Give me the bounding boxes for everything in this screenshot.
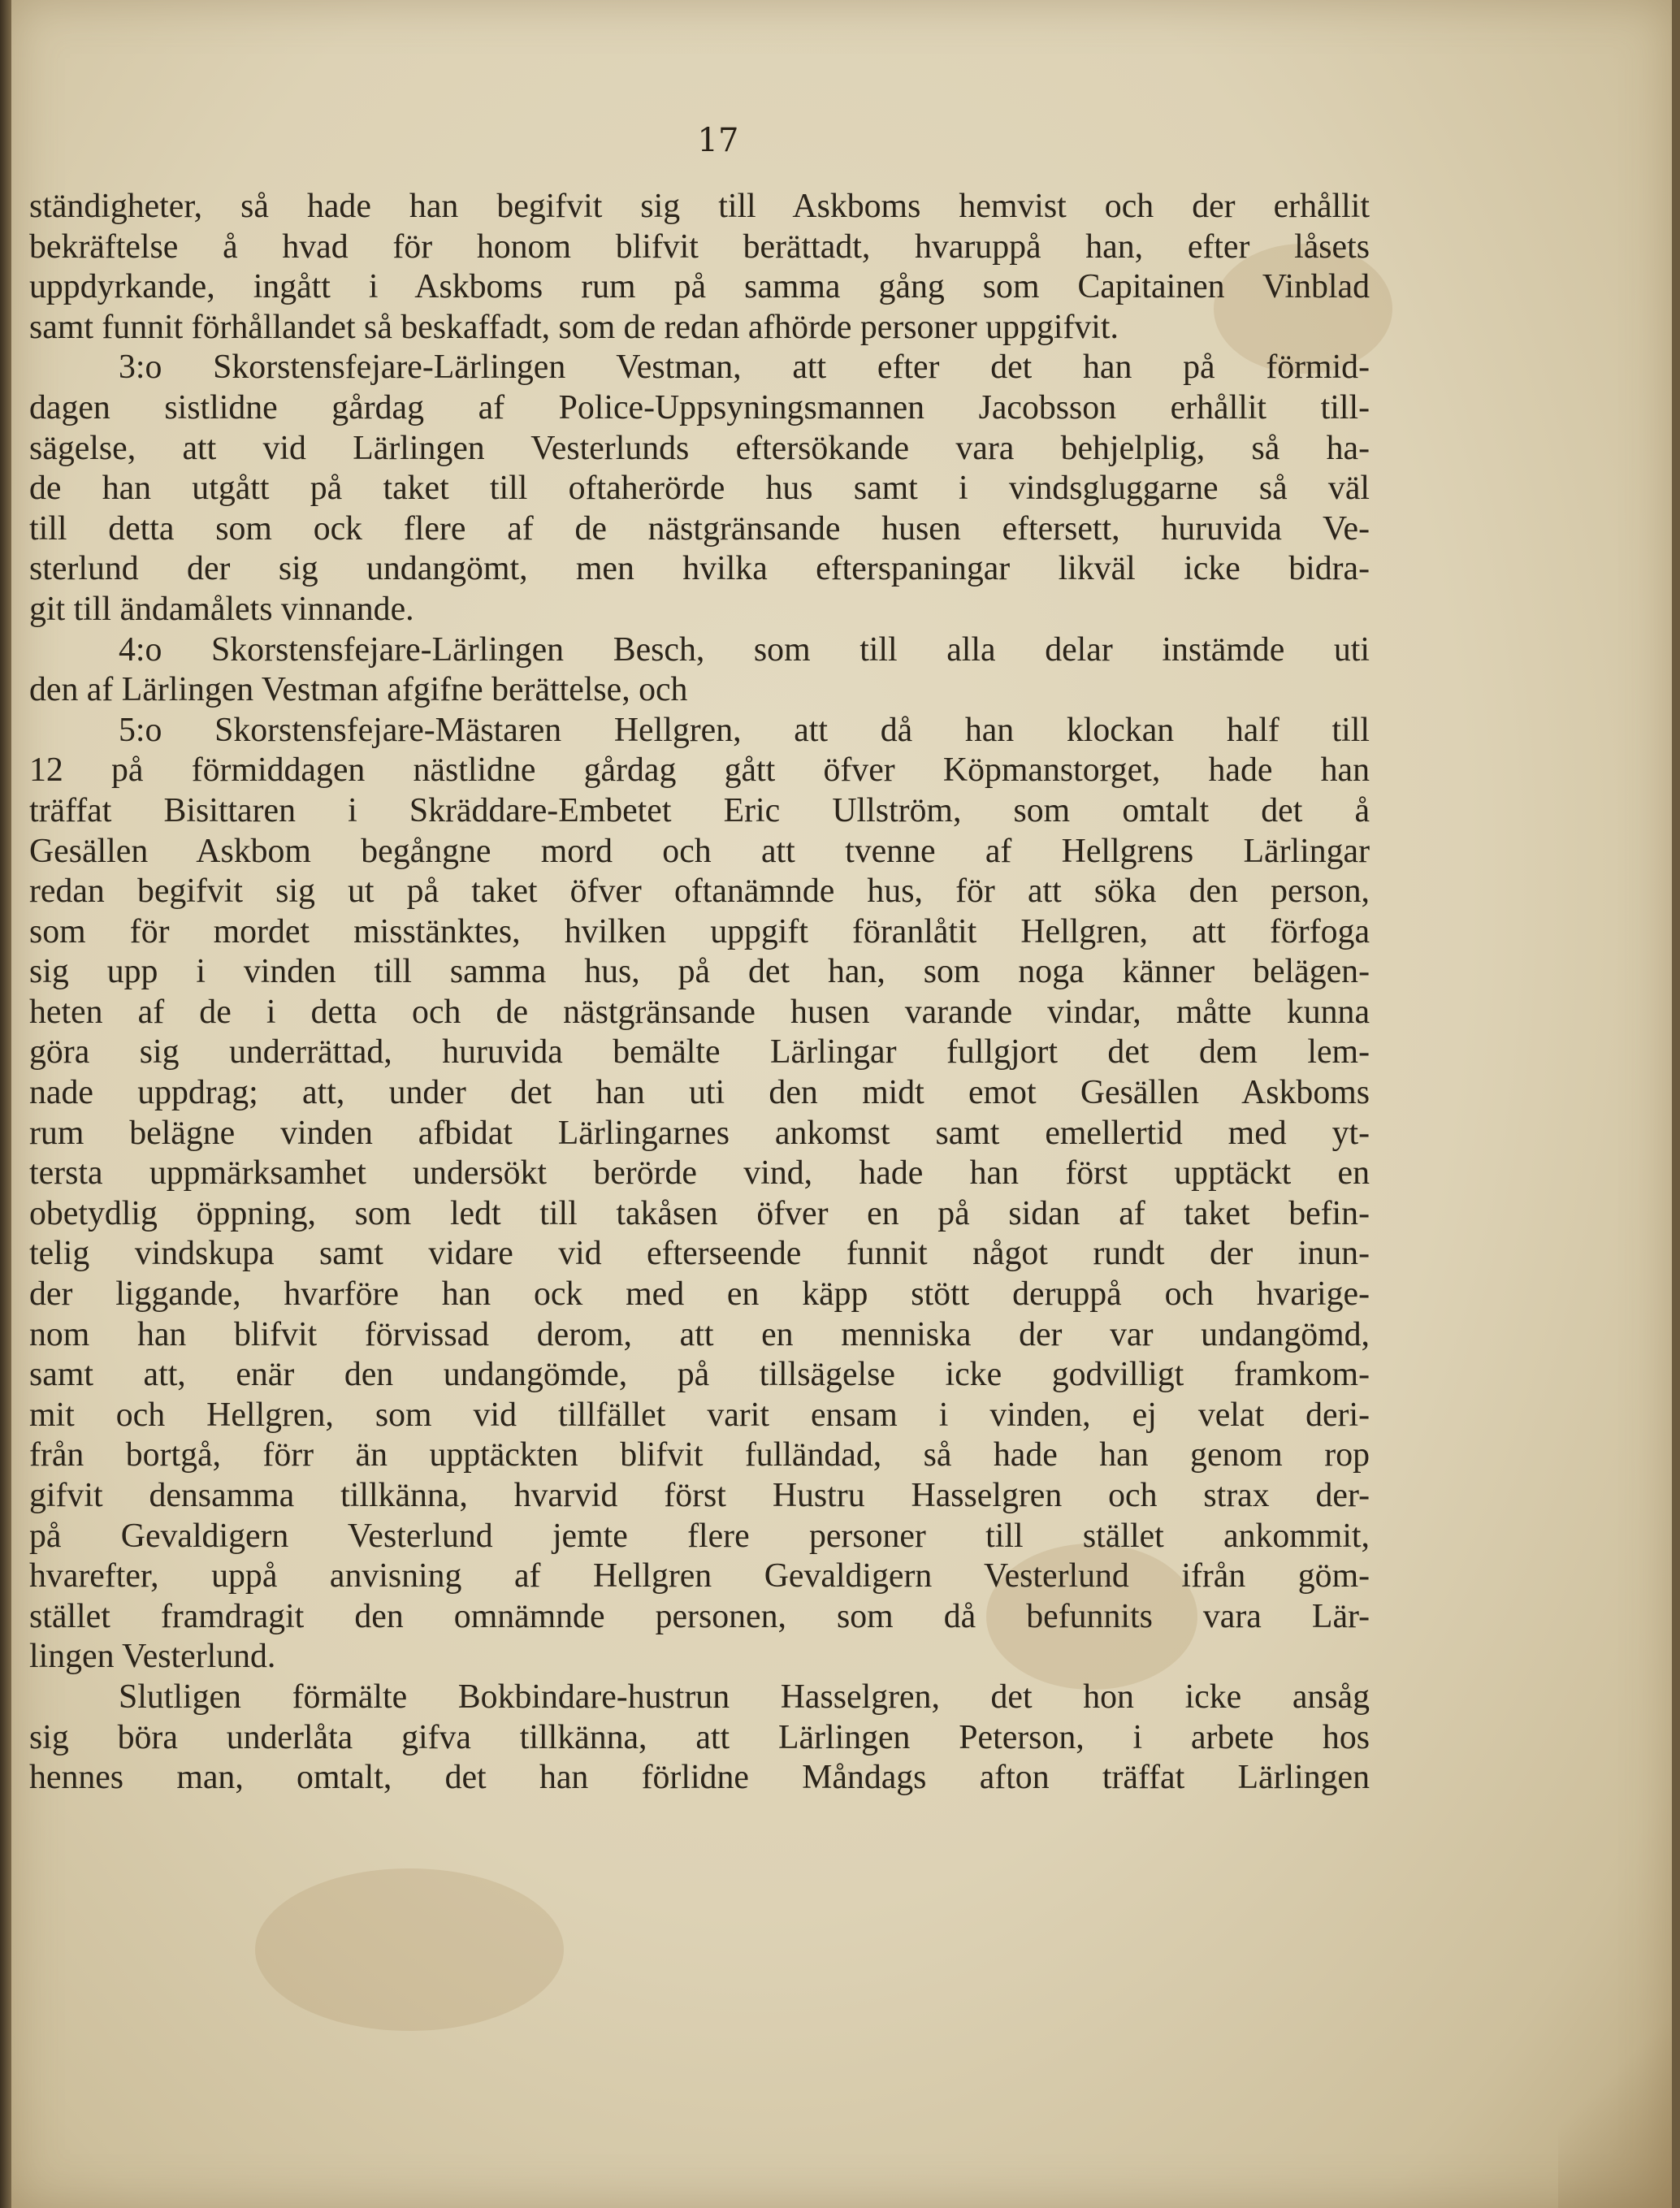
text-line: bekräftelse å hvad för honom blifvit berättadt, hvaruppå han, efter låsets <box>29 227 1370 266</box>
text-line: redan begifvit sig ut på taket öfver oftanämnde hus, för att söka den person, <box>29 872 1370 911</box>
text-line: uppdyrkande, ingått i Askboms rum på samma gång som Capitainen Vinblad <box>29 268 1370 306</box>
text-line: nade uppdrag; att, under det han uti den midt emot Gesällen Askboms <box>29 1074 1370 1112</box>
page-corner-wear <box>1558 1997 1672 2208</box>
text-line: stället framdragit den omnämnde personen, som då befunnits vara Lär- <box>29 1597 1370 1635</box>
text-line: sterlund der sig undangömt, men hvilka efterspaningar likväl icke bidra- <box>29 550 1370 588</box>
text-line: Gesällen Askbom begångne mord och att tvenne af Hellgrens Lärlingar <box>29 832 1370 870</box>
text-line: 12 på förmiddagen nästlidne gårdag gått öfver Köpmanstorget, hade han <box>29 751 1370 790</box>
text-line: telig vindskupa samt vidare vid efterseende funnit något rundt der inun- <box>29 1235 1370 1273</box>
text-line: sägelse, att vid Lärlingen Vesterlunds eftersökande vara behjelplig, så ha- <box>29 429 1370 467</box>
text-line: den af Lärlingen Vestman afgifne berättelse, och <box>29 671 688 709</box>
book-page <box>11 0 1672 2208</box>
text-line: der liggande, hvarföre han ock med en käpp stött deruppå och hvarige- <box>29 1275 1370 1314</box>
text-line: nom han blifvit förvissad derom, att en menniska der var undangömd, <box>29 1315 1370 1353</box>
text-line: git till ändamålets vinnande. <box>29 590 414 628</box>
text-line: Slutligen förmälte Bokbindare-hustrun Hasselgren, det hon icke ansåg <box>119 1678 1370 1716</box>
text-line: på Gevaldigern Vesterlund jemte flere personer till stället ankommit, <box>29 1517 1370 1555</box>
text-line: obetydlig öppning, som ledt till takåsen öfver en på sidan af taket befin- <box>29 1194 1370 1232</box>
text-line: till detta som ock flere af de nästgränsande husen eftersett, huruvida Ve- <box>29 509 1370 548</box>
text-line: dagen sistlidne gårdag af Police-Uppsyningsmannen Jacobsson erhållit till- <box>29 388 1370 426</box>
text-line: heten af de i detta och de nästgränsande husen varande vindar, måtte kunna <box>29 993 1370 1031</box>
text-line: rum belägne vinden afbidat Lärlingarnes ankomst samt emellertid med yt- <box>29 1114 1370 1152</box>
text-line: hvarefter, uppå anvisning af Hellgren Gevaldigern Vesterlund ifrån göm- <box>29 1557 1370 1595</box>
text-line: hennes man, omtalt, det han förlidne Måndags afton träffat Lärlingen <box>29 1759 1370 1797</box>
paper-stain <box>255 1868 564 2031</box>
text-line: tersta uppmärksamhet undersökt berörde vind, hade han först upptäckt en <box>29 1154 1370 1193</box>
text-line: de han utgått på taket till oftaherörde hus samt i vindsgluggarne så väl <box>29 470 1370 508</box>
text-line: samt funnit förhållandet så beskaffadt, som de redan afhörde personer uppgifvit. <box>29 308 1119 346</box>
text-line: sig böra underlåta gifva tillkänna, att Lärlingen Peterson, i arbete hos <box>29 1718 1370 1756</box>
book-binding-edge <box>0 0 11 2208</box>
text-line: göra sig underrättad, huruvida bemälte Lärlingar fullgjort det dem lem- <box>29 1033 1370 1072</box>
text-line: 4:o Skorstensfejare-Lärlingen Besch, som till alla delar instämde uti <box>119 630 1370 669</box>
text-line: 3:o Skorstensfejare-Lärlingen Vestman, att efter det han på förmid- <box>119 349 1370 387</box>
text-line: lingen Vesterlund. <box>29 1638 276 1676</box>
text-line: från bortgå, förr än upptäckten blifvit fulländad, så hade han genom rop <box>29 1436 1370 1474</box>
text-line: gifvit densamma tillkänna, hvarvid först Hustru Hasselgren och strax der- <box>29 1477 1370 1514</box>
text-line: ständigheter, så hade han begifvit sig till Askboms hemvist och der erhållit <box>29 188 1370 225</box>
text-line: träffat Bisittaren i Skräddare-Embetet Eric Ullström, som omtalt det å <box>29 791 1370 829</box>
body-text <box>29 187 1370 1799</box>
page-number: 17 <box>697 122 739 159</box>
text-line: samt att, enär den undangömde, på tillsägelse icke godvilligt framkom- <box>29 1356 1370 1394</box>
text-line: 5:o Skorstensfejare-Mästaren Hellgren, att då han klockan half till <box>119 711 1370 749</box>
text-line: sig upp i vinden till samma hus, på det han, som noga känner belägen- <box>29 953 1370 991</box>
text-line: som för mordet misstänktes, hvilken uppgift föranlåtit Hellgren, att förfoga <box>29 912 1370 950</box>
text-line: mit och Hellgren, som vid tillfället varit ensam i vinden, ej velat deri- <box>29 1396 1370 1434</box>
